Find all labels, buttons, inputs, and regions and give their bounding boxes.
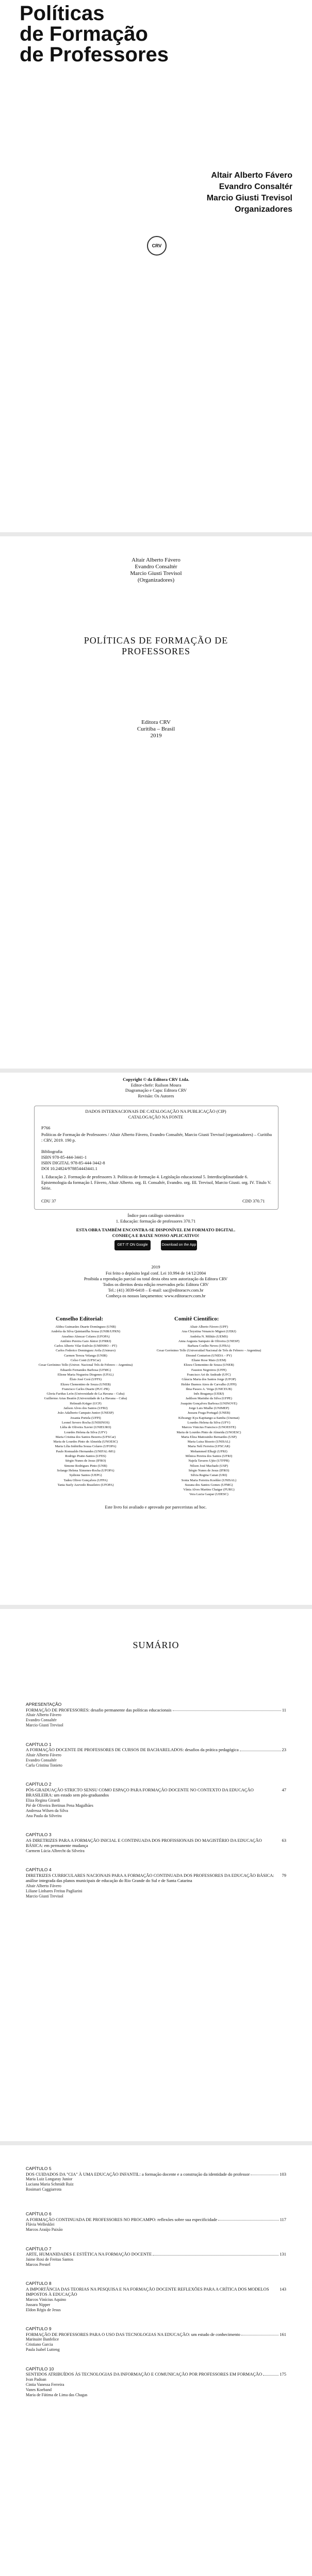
council-member: Tania Suely Azevedo Brasileiro (UFOPA)	[57, 1483, 114, 1487]
index-item: 1. Educação: formação de professores 370.71	[116, 1218, 196, 1224]
council-member: Ilma Passos A. Veiga (UNICEUB)	[186, 1387, 232, 1391]
cover-title-line: de Formação	[20, 23, 148, 45]
chapter-title: PÓS-GRADUAÇÃO STRICTO SENSU COMO ESPAÇO PARA FORMAÇÃO DOCENTE NO CONTEXTO DA EDUCAÇÃO BRASILEIRA: um estado sem pós-graduandos	[26, 1787, 254, 1798]
council-member: Leonel Severo Rocha (UNISINOS)	[61, 1420, 110, 1425]
council-member: Fauston Negreiros (UFPI)	[191, 1368, 226, 1372]
council-member: Solange Helena Ximenes-Rocha (UFOPA)	[57, 1468, 114, 1472]
legal-line: Conheça os nossos lançamentos: www.editoracrv.com.br	[106, 1293, 206, 1298]
summary-entry[interactable]	[26, 2166, 286, 2192]
chapter-author: Jaime Rosi de Freitas Santos	[26, 2257, 73, 2262]
chapter-title-line	[26, 2217, 286, 2223]
council-member: Aldira Guimarães Duarte Domínguez (UNB)	[55, 1325, 116, 1329]
chapter-heading: CAPÍTULO 1	[26, 1741, 52, 1747]
chapter-author: Altair Alberto Fávero	[26, 1713, 61, 1717]
leader-dots	[218, 2217, 278, 2221]
cip-title: DADOS INTERNACIONAIS DE CATALOGAÇÃO NA PUBLICAÇÃO (CIP)	[85, 1109, 226, 1114]
council-member: Maria Lília Imbiriba Sousa Colares (UFOPA)	[55, 1445, 117, 1449]
chapter-author: Maria de Fátima de Lima das Chagas	[26, 2392, 88, 2397]
chapter-author: Evandro Consaltér	[26, 1718, 57, 1722]
title-page	[0, 536, 312, 1069]
app-store-badge[interactable]: Download on the App Store	[161, 1240, 197, 1250]
cover-title-line: de Professores	[20, 43, 169, 66]
summary-entry[interactable]	[26, 1832, 286, 1854]
page-number: 103	[280, 2171, 286, 2177]
council-member: Josania Portela (UFPI)	[70, 1416, 101, 1420]
chapter-author: Marcos Vinícius Aquino	[26, 2297, 67, 2302]
council-member: Cesar Gerónimo Tello (Univer. Nacional Três de Febrero – Argentina)	[38, 1363, 133, 1367]
council-member: Carlos Alberto Vilar Estêvão (UMINHO – PT)	[54, 1344, 117, 1348]
council-member: Carlos Federico Dominguez Avila (Unieuro)	[56, 1349, 116, 1353]
publisher-place: Curitiba – Brasil	[137, 726, 175, 732]
chapter-title-line	[26, 1838, 286, 1849]
council-member: Maria Cristina dos Santos Bezerra (UFSCar)	[55, 1435, 116, 1439]
chapter-title: AS DIRETRIZES PARA A FORMAÇÃO INICIAL E CONTINUADA DOS PROFISSIONAIS DO MAGISTÉRIO DA EDUCAÇÃO BÁSICA: em permanente mudança	[26, 1837, 262, 1848]
chapter-title: A IMPORTÂNCIA DAS TEORIAS NA PESQUISA E NA FORMAÇÃO DOCENTE REFLEXÕES PARA A CRÍTICA DOS MODELOS IMPOSTOS À EDUCAÇÃO	[26, 2286, 269, 2297]
council-member: Paulo Romualdo Hernandes (UNIFAL-MG)	[56, 1449, 116, 1453]
book-title: POLÍTICAS DE FORMAÇÃO DE PROFESSORES	[84, 635, 228, 656]
chapter-heading: CAPÍTULO 10	[26, 2366, 54, 2371]
council-member: Mohammed Elhajji (UFRJ)	[190, 1449, 227, 1453]
summary-entry[interactable]	[26, 1702, 286, 1728]
chapter-author: Paula Isabel Lutteng	[26, 2347, 60, 2352]
chapter-author: Maria Luiz Longaray Junior	[26, 2177, 73, 2181]
legal-line: Tel.: (41) 3039-6418 – E-mail: sac@editoracrv.com.br	[108, 1287, 204, 1293]
publisher-name: Editora CRV	[141, 719, 171, 725]
chapter-title: FORMAÇÃO DE PROFESSORES PARA O USO DAS TECNOLOGIAS NA EDUCAÇÃO: um estudo de conhecimento	[26, 2331, 240, 2337]
chapter-author: Andressa Wilsen da Silva	[26, 1808, 68, 1813]
chapter-author: Jussara Nipper	[26, 2302, 51, 2307]
chapter-heading: CAPÍTULO 4	[26, 1867, 52, 1872]
summary-page-2	[0, 2145, 312, 2576]
cover-author: Altair Alberto Fávero	[211, 171, 292, 180]
council-member: Diosnel Centurion (UNIDA – PY)	[186, 1353, 232, 1358]
cip-isbn-digital: ISBN DIGITAL 978-85-444-3442-8	[41, 1160, 105, 1165]
council-list	[34, 1325, 137, 1487]
chapter-author: Cristiano Garcia	[26, 2342, 53, 2347]
chapter-title: A FORMAÇÃO CONTINUADA DE PROFESSORES NO PROCAMPO: reflexões sobre sua especificidade	[26, 2216, 218, 2222]
author-name: Altair Alberto Fávero	[132, 557, 180, 563]
chapter-author: Liliane Linhares Freitas Pagliarini	[26, 1888, 83, 1893]
chapter-author: Flávia Wellesklei	[26, 2222, 55, 2227]
summary-entry[interactable]	[26, 2281, 286, 2313]
summary-entry[interactable]	[26, 1867, 286, 1899]
council-member: Mônica Pereira dos Santos (UFRJ)	[185, 1454, 233, 1459]
council-member: Silvia Regina Canan (URI)	[190, 1473, 227, 1478]
index-title: Índice para catálogo sistemático	[127, 1213, 184, 1218]
chapter-title-line	[26, 2172, 286, 2177]
chapter-author: Cintia Vanessa Ferreira	[26, 2382, 64, 2387]
leader-dots	[153, 2251, 278, 2256]
cover-authors	[207, 170, 292, 215]
council-member: Rodrigo Pratte-Santos (UFES)	[65, 1454, 106, 1459]
chapter-title-line	[26, 2251, 286, 2257]
author-role: (Organizadores)	[137, 577, 175, 583]
council-member: Simone Rodrigues Pinto (UNB)	[64, 1464, 107, 1468]
council-member: Jussara Fraga Portugal (UNEB)	[187, 1411, 231, 1415]
summary-page-1	[0, 1609, 312, 2141]
council-member: Vera Lucia Gaspar (UDESC)	[189, 1493, 228, 1497]
summary-entry[interactable]	[26, 2246, 286, 2267]
copyright-line: Diagramação e Capa: Editora CRV	[125, 1088, 187, 1093]
cover-role: Organizadores	[234, 205, 292, 214]
council-member: Nilson José Machado (USP)	[190, 1464, 228, 1468]
leader-dots	[251, 2172, 278, 2176]
council-member: Inês Bragança (UERJ)	[193, 1392, 224, 1396]
google-play-badge[interactable]: GET IT ON Google Play	[114, 1240, 151, 1250]
page-number: 63	[282, 1837, 286, 1843]
chapter-heading: CAPÍTULO 9	[26, 2326, 52, 2331]
council-member: Vânia Alves Martins Chaigar (FURG)	[183, 1488, 235, 1492]
council-member: Jorge Luis Mialhe (UNIMEP)	[188, 1406, 229, 1411]
council-member: Lourdes Helena da Silva (UFV)	[187, 1420, 231, 1425]
council-member: Ana Chrystina Venancio Mignot (UERJ)	[182, 1330, 236, 1334]
council-member: Lourdes Helena da Silva (UFV)	[64, 1430, 107, 1434]
cip-code: P766	[41, 1125, 51, 1130]
legal-line: Todos os direitos desta edição reservados pela: Editora CRV	[103, 1282, 209, 1287]
chapter-author: Marcos Araújo Paixão	[26, 2227, 63, 2232]
council-member: Elizeu Clementino de Souza (UNEB)	[184, 1363, 234, 1367]
chapter-heading: CAPÍTULO 5	[26, 2166, 52, 2171]
council-member: Sérgio Nunes de Jesus (IFRO)	[188, 1468, 229, 1472]
council-member: Helmuth Krüger (UCP)	[70, 1401, 102, 1405]
chapter-title: ARTE, HUMANIDADES E ESTÉTICA NA FORMAÇÃO DOCENTE	[26, 2251, 152, 2257]
cover-page	[0, 0, 312, 532]
chapter-title: DIRETRIZES CURRICULARES NACIONAIS PARA A FORMAÇÃO CONTINUADA DOS PROFESSORES DA EDUCAÇÃO BÁSICA: análise integrada das planos municipais de educação do Rio Grande do Sul e de Santa Catarina	[26, 1872, 274, 1883]
cip-bibliography: Bibliografia	[41, 1149, 63, 1154]
chapter-title-line	[26, 1787, 286, 1798]
cip-subtitle: CATALOGAÇÃO NA FONTE	[128, 1114, 184, 1120]
cover-title-line: Políticas	[20, 2, 105, 25]
council-member: Celso Conti (UFSCar)	[70, 1359, 101, 1363]
council-member: Guillermo Arias Beatón (Universidade de La Havana – Cuba)	[44, 1397, 127, 1401]
chapter-author: Pié de Oliveira Bertinas Pena Magalhães	[26, 1803, 93, 1808]
committee-heading: Comitê Científico:	[174, 1316, 219, 1322]
copyright-lines	[0, 1077, 312, 1098]
cip-cdu: CDU 37	[41, 1198, 56, 1204]
leader-dots	[173, 1707, 281, 1711]
council-member: Joaquim Gonçalves Barbosa (UNINOVE)	[180, 1401, 237, 1405]
chapter-heading: CAPÍTULO 7	[26, 2246, 52, 2251]
chapter-author: Marinaire Banfelice	[26, 2337, 59, 2342]
publisher-block	[0, 719, 312, 739]
digital-note: ESTA OBRA TAMBÉM ENCONTRA-SE DISPONÍVEL EM FORMATO DIGITAL.	[76, 1227, 236, 1232]
council-member: Elizeu Clementino de Souza (UNEB)	[60, 1382, 111, 1386]
title-page-authors	[0, 557, 312, 584]
council-member: Francisco Ari de Andrade (UFC)	[187, 1372, 231, 1377]
council-member: João Adalberto Campato Junior (UNESP)	[57, 1411, 114, 1415]
summary-title: SUMÁRIO	[133, 1640, 179, 1650]
council-member: Sydione Santos (UEPG)	[69, 1473, 102, 1478]
page-separator	[0, 1605, 312, 1609]
council-member: Suzana dos Santos Gomes (UFMG)	[185, 1483, 233, 1487]
copyright-line: Copyright © da Editora CRV Ltda.	[123, 1077, 189, 1082]
cover-author: Evandro Consaltér	[219, 182, 292, 191]
chapter-author: Marcio Giusti Trevisol	[26, 1893, 63, 1899]
summary-entry[interactable]	[26, 1782, 286, 1819]
page-number: 79	[282, 1872, 286, 1878]
cip-subjects: 1. Educação 2. Formação de professores 3. Políticas de formação 4. Legislação educacional 5. Interdisciplinaridade 6. Epistemologia da formação I. Fávero, Altair Alberto. org. II. Consaltér, Evandro. org. III. Trevisol, Marcio Giusti. org. IV. Título V. Série.	[41, 1174, 271, 1191]
council-member: Barbara Coelho Neves (UFBA)	[187, 1344, 231, 1348]
summary-entry[interactable]	[26, 2326, 286, 2352]
leader-dots	[240, 1747, 281, 1751]
chapter-author: Vanes Koeband	[26, 2387, 52, 2392]
copyright-page	[0, 1073, 312, 1605]
council-member: Maria de Lourdes Pinto de Almeida (UNOESC)	[53, 1440, 118, 1444]
council-member: Marcos Vinicius Francisco (UNOESTE)	[182, 1426, 236, 1430]
chapter-heading: CAPÍTULO 6	[26, 2211, 52, 2216]
council-member: Eliane Rose Maio (UEM)	[191, 1359, 226, 1363]
page-number: 161	[280, 2331, 286, 2337]
page-number: 175	[280, 2371, 286, 2377]
council-member: Lídia de Oliveira Xavier (UNIEURO)	[60, 1426, 111, 1430]
council-member: Antônio Pereira Gaio Júnior (UFRRJ)	[60, 1339, 111, 1343]
chapter-heading: CAPÍTULO 3	[26, 1832, 52, 1837]
author-name: Marcio Giusti Trevisol	[130, 570, 182, 577]
council-member: Jailson Alves dos Santos (UFRJ)	[63, 1406, 108, 1411]
cip-doi: DOI 10.24824/978854443441.1	[41, 1166, 97, 1171]
copyright-line: Editor-chefe: Railson Moura	[130, 1082, 182, 1088]
chapter-title: SENTIDOS ATRIBUÍDOS ÀS TECNOLOGIAS DA INFORMAÇÃO E COMUNICAÇÃO POR PROFESSORES EM FORMAÇÃO	[26, 2371, 262, 2377]
council-member: Andréia da Silva Quintanilha Sousa (UNIR/UFRN)	[51, 1330, 121, 1334]
council-member: Elione Maria Nogueira Diogenes (UFAL)	[57, 1372, 114, 1377]
leader-dots	[241, 2332, 278, 2336]
committee-list	[155, 1325, 263, 1497]
council-member: Cesar Gerónimo Tello (Universidad Nacional de Três de Febrero – Argentina)	[156, 1349, 261, 1353]
page-separator	[0, 2141, 312, 2145]
council-member: Maria Nelí Ferreira (UFSCAR)	[188, 1445, 230, 1449]
copyright-line: Revisão: Os Autores	[138, 1093, 174, 1098]
chapter-author: Marcio Giusti Trevisol	[26, 1723, 63, 1727]
page-number: 143	[280, 2286, 286, 2292]
leader-dots	[263, 2371, 278, 2376]
council-member: Gláucia Maria dos Santos Jorge (UFOP)	[182, 1378, 236, 1382]
chapter-title-line	[26, 1707, 286, 1713]
publisher-year: 2019	[150, 733, 162, 739]
peer-review-note: Este livro foi avaliado e aprovado por pareceristas ad hoc.	[105, 1504, 207, 1510]
chapter-author: Rosimari Caggiarrota	[26, 2187, 62, 2192]
chapter-title-line	[26, 1747, 286, 1753]
council-member: Anna Augusta Sampaio de Oliveira (UNESP)	[178, 1339, 240, 1343]
council-member: Sonia Maria Ferreira Koehler (UNISAL)	[181, 1478, 237, 1482]
cover-title	[20, 3, 169, 65]
chapter-author: Luciana Maria Schmidt Ruiz	[26, 2182, 74, 2187]
council-member: Jadilson Marinho da Silva (UFPE)	[186, 1397, 232, 1401]
council-member: Andréia N. Militão (UEMS)	[190, 1334, 228, 1338]
legal-line: Foi feito o depósito legal conf. Lei 10.994 de 14/12/2004	[105, 1270, 206, 1276]
page-number: 117	[280, 2216, 286, 2222]
chapter-heading: APRESENTAÇÃO	[26, 1702, 62, 1707]
publisher-logo-icon: CRV	[147, 236, 167, 256]
chapter-heading: CAPÍTULO 2	[26, 1782, 52, 1787]
page-number: 131	[280, 2251, 286, 2257]
page-number: 11	[282, 1707, 286, 1713]
council-member: Gloria Fariñas León (Universidade de La Havana – Cuba)	[46, 1392, 125, 1396]
chapter-title-line	[26, 2332, 286, 2337]
cip-record: Políticas de Formação de Professores / Altair Alberto Fávero, Evandro Consaltér, Marcio Giusti Trevisol (organizadores) – Curitiba : CRV, 2019. 190 p.	[41, 1132, 272, 1143]
council-member: Sérgio Nunes de Jesus (IFRO)	[65, 1459, 106, 1463]
cip-isbn: ISBN 978-85-444-3441-1	[41, 1155, 87, 1160]
author-name: Evandro Consaltér	[135, 564, 177, 570]
chapter-author: Evandro Consaltér	[26, 1757, 57, 1762]
legal-year: 2019	[151, 1264, 160, 1269]
chapter-author: Carla Cristina Tonieto	[26, 1762, 62, 1768]
page-separator	[0, 532, 312, 536]
council-member: Élsio José Corá (UFFS)	[70, 1378, 102, 1382]
chapter-author: Altair Alberto Fávero	[26, 1752, 61, 1757]
chapter-title-line	[26, 2286, 286, 2297]
summary-entry[interactable]	[26, 1742, 286, 1768]
council-member: Maria Luisa Bissoto (UNISAL)	[187, 1440, 231, 1444]
app-note: CONHEÇA E BAIXE NOSSO APLICATIVO!	[112, 1233, 200, 1238]
council-member: Maria de Lourdes Pinto de Almeida (UNOESC)	[176, 1430, 241, 1434]
page-separator	[0, 1069, 312, 1073]
council-member: Eduardo Fernandes Barbosa (UFMG)	[60, 1368, 111, 1372]
council-member: Altair Alberto Fávero (UPF)	[190, 1325, 228, 1329]
council-member: Tadeu Oliver Gonçalves (UFPA)	[63, 1478, 108, 1482]
page-number: 47	[282, 1787, 286, 1792]
council-heading: Conselho Editorial:	[56, 1316, 103, 1322]
chapter-title: DOS CUIDADOS DA "CIA" À UMA EDUCAÇÃO INFANTIL: a formação docente e a construção da identidade do professor	[26, 2171, 250, 2177]
chapter-author: Eliza Regina Girardi	[26, 1798, 60, 1803]
legal-line: Proibida a reprodução parcial ou total desta obra sem autorização da Editora CRV	[84, 1276, 228, 1281]
chapter-author: Ana Paula da Silveira	[26, 1813, 62, 1818]
council-member: Helder Buenos Aires de Carvalho (UFPI)	[181, 1382, 237, 1386]
council-member: Carmen Tereza Velanga (UNIR)	[64, 1353, 107, 1358]
chapter-author: Carmem Lúcia Albrecht da Silveira	[26, 1848, 85, 1853]
chapter-title: A FORMAÇÃO DOCENTE DE PROFESSORES DE CURSOS DE BACHARELADOS: desafios da prática pedagógica	[26, 1747, 239, 1752]
summary-entry[interactable]	[26, 2211, 286, 2232]
chapter-author: Ivan Padoan	[26, 2377, 46, 2382]
council-member: Najela Tavares Ujiie (UTFPR)	[188, 1459, 229, 1463]
chapter-author: Eldon Régis de Jesus	[26, 2307, 61, 2312]
chapter-author: Altair Alberto Fávero	[26, 1883, 61, 1888]
council-member: Maria Eliza Mattosinho Bernardes (USP)	[181, 1435, 237, 1439]
council-member: Anselmo Alencar Colares (UFOPA)	[61, 1334, 110, 1338]
chapter-author: Marcos Prestel	[26, 2262, 51, 2267]
council-member: Kilwangy Kya Kapitango-a-Samba (Unemat)	[178, 1416, 240, 1420]
cip-cdd: CDD 370.71	[242, 1198, 265, 1204]
chapter-heading: CAPÍTULO 8	[26, 2281, 52, 2286]
chapter-title: FORMAÇÃO DE PROFESSORES: desafio permanente das políticas educacionais	[26, 1707, 172, 1713]
summary-entry[interactable]	[26, 2366, 286, 2398]
chapter-title-line	[26, 1873, 286, 1884]
cover-author: Marcio Giusti Trevisol	[206, 194, 292, 202]
council-member: Francisco Carlos Duarte (PUC-PR)	[62, 1387, 109, 1391]
page-number: 23	[282, 1747, 286, 1752]
chapter-title-line	[26, 2371, 286, 2377]
